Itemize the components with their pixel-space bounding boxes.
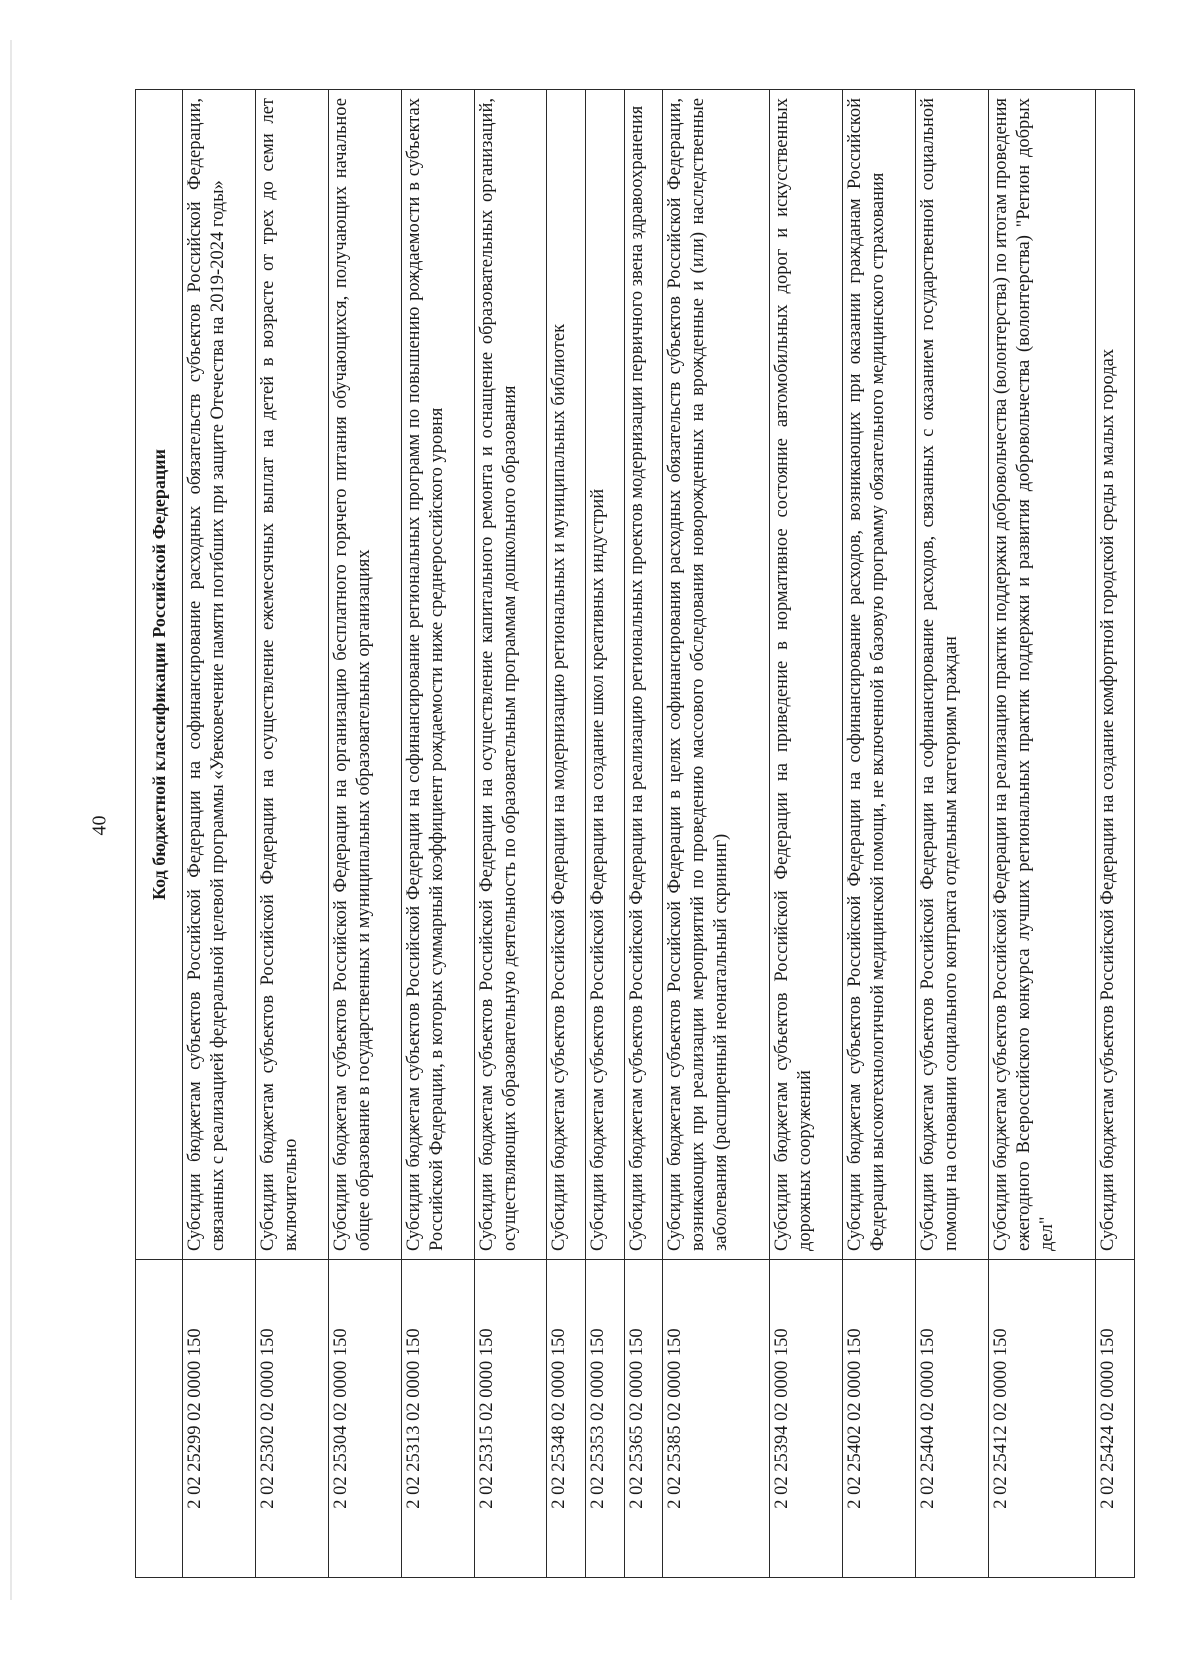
budget-code-cell: 2 02 25313 02 0000 150 (401, 1260, 474, 1578)
header-title-cell: Код бюджетной классификации Российской Федерации (136, 90, 183, 1260)
budget-code-cell: 2 02 25385 02 0000 150 (663, 1260, 770, 1578)
budget-code-cell: 2 02 25315 02 0000 150 (474, 1260, 547, 1578)
description-cell: Субсидии бюджетам субъектов Российской Федерации на осуществление ежемесячных выплат на детей в возрасте от трех до семи лет включительно (255, 90, 328, 1260)
table-row (770, 90, 843, 1578)
description-cell: Субсидии бюджетам субъектов Российской Федерации на приведение в нормативное состояние автомобильных дорог и искусственных дорожных сооружений (770, 90, 843, 1260)
description-cell: Субсидии бюджетам субъектов Российской Федерации на софинансирование региональных программ по повышению рождаемости в субъектах Российской Федерации, в которых суммарный коэффициент рождаемости ниже среднероссийского уровня (401, 90, 474, 1260)
description-cell: Субсидии бюджетам субъектов Российской Федерации в целях софинансирования расходных обязательств субъектов Российской Федерации, возникающих при реализации мероприятий по проведению массового обследования новорожденных на врожденные и (или) наследственные заболевания (расширенный неонатальный скрининг) (663, 90, 770, 1260)
description-cell: Субсидии бюджетам субъектов Российской Федерации на реализацию региональных проектов модернизации первичного звена здравоохранения (624, 90, 663, 1260)
budget-code-cell: 2 02 25402 02 0000 150 (843, 1260, 916, 1578)
header-code-cell (136, 1260, 183, 1578)
budget-classification-table (135, 89, 1135, 1578)
table-row (843, 90, 916, 1578)
budget-code-cell: 2 02 25299 02 0000 150 (183, 1260, 256, 1578)
budget-code-cell: 2 02 25424 02 0000 150 (1096, 1260, 1135, 1578)
table-header-row (136, 90, 183, 1578)
table-row (328, 90, 401, 1578)
description-cell: Субсидии бюджетам субъектов Российской Федерации на создание комфортной городской среды в малых городах (1096, 90, 1135, 1260)
table-row (586, 90, 625, 1578)
budget-code-cell: 2 02 25353 02 0000 150 (586, 1260, 625, 1578)
table-row (663, 90, 770, 1578)
budget-code-cell: 2 02 25348 02 0000 150 (547, 1260, 586, 1578)
scan-edge (10, 40, 12, 1600)
table-row (1096, 90, 1135, 1578)
description-cell: Субсидии бюджетам субъектов Российской Федерации на софинансирование расходных обязательств субъектов Российской Федерации, связанных с реализацией федеральной целевой программы «Увековечение памяти погибших при защите Отечества на 2019-2024 годы» (183, 90, 256, 1260)
description-cell: Субсидии бюджетам субъектов Российской Федерации на модернизацию региональных и муниципальных библиотек (547, 90, 586, 1260)
page-number: 40 (88, 815, 111, 836)
table-row (401, 90, 474, 1578)
budget-code-cell: 2 02 25412 02 0000 150 (989, 1260, 1096, 1578)
table-row (183, 90, 256, 1578)
description-cell: Субсидии бюджетам субъектов Российской Федерации на софинансирование расходов, связанных с оказанием государственной социальной помощи на основании социального контракта отдельным категориям граждан (916, 90, 989, 1260)
table-row (989, 90, 1096, 1578)
description-cell: Субсидии бюджетам субъектов Российской Федерации на софинансирование расходов, возникающих при оказании гражданам Российской Федерации высокотехнологичной медицинской помощи, не включенной в базовую программу обязательного медицинского страхования (843, 90, 916, 1260)
rotated-page (135, 90, 1135, 1578)
table-row (624, 90, 663, 1578)
table-row (916, 90, 989, 1578)
budget-code-cell: 2 02 25304 02 0000 150 (328, 1260, 401, 1578)
table-row (255, 90, 328, 1578)
table-row (474, 90, 547, 1578)
description-cell: Субсидии бюджетам субъектов Российской Федерации на осуществление капитального ремонта и оснащение образовательных организаций, осуществляющих образовательную деятельность по образовательным программам дошкольного образования (474, 90, 547, 1260)
budget-code-cell: 2 02 25394 02 0000 150 (770, 1260, 843, 1578)
budget-code-cell: 2 02 25302 02 0000 150 (255, 1260, 328, 1578)
description-cell: Субсидии бюджетам субъектов Российской Федерации на реализацию практик поддержки добровольчества (волонтерства) по итогам проведения ежегодного Всероссийского конкурса лучших региональных практик поддержки и развития добровольчества (волонтерства) "Регион добрых дел" (989, 90, 1096, 1260)
table-row (547, 90, 586, 1578)
budget-code-cell: 2 02 25365 02 0000 150 (624, 1260, 663, 1578)
budget-code-cell: 2 02 25404 02 0000 150 (916, 1260, 989, 1578)
description-cell: Субсидии бюджетам субъектов Российской Федерации на создание школ креативных индустрий (586, 90, 625, 1260)
description-cell: Субсидии бюджетам субъектов Российской Федерации на организацию бесплатного горячего питания обучающихся, получающих начальное общее образование в государственных и муниципальных образовательных организациях (328, 90, 401, 1260)
